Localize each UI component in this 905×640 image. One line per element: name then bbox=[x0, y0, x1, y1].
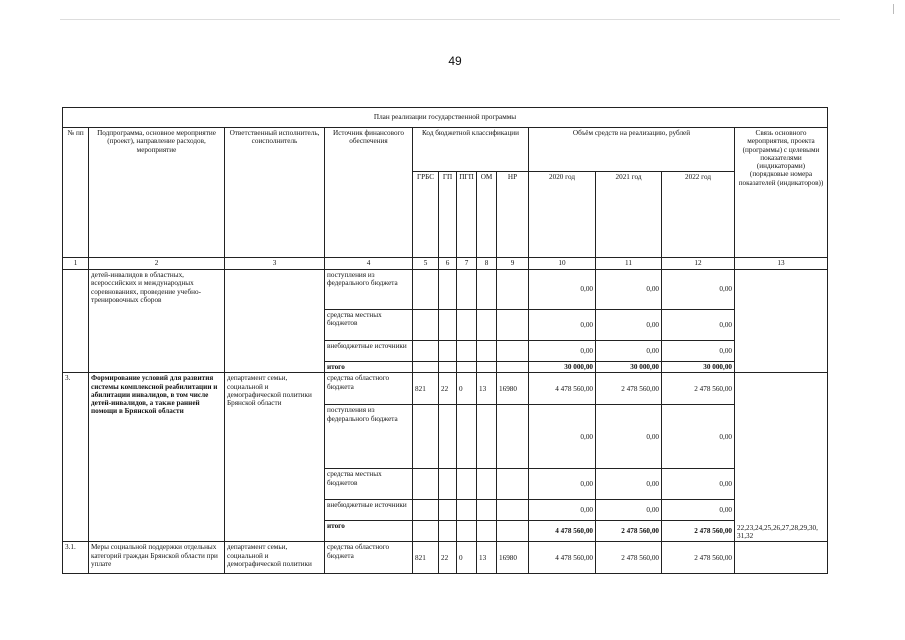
col-number: 5 bbox=[413, 258, 439, 270]
value-2022: 2 478 560,00 bbox=[662, 373, 735, 405]
table-row bbox=[63, 373, 828, 405]
funding-source: средства местных бюджетов bbox=[325, 469, 413, 500]
header-om: ОМ bbox=[477, 172, 497, 258]
executor: департамент семьи, социальной и демографической политики Брянской области bbox=[225, 373, 325, 542]
total-2021: 2 478 560,00 bbox=[596, 521, 662, 542]
col-number: 6 bbox=[439, 258, 457, 270]
value-2021: 2 478 560,00 bbox=[596, 373, 662, 405]
value-2020: 0,00 bbox=[529, 310, 596, 341]
header-2022: 2022 год bbox=[662, 172, 735, 258]
value-2022: 0,00 bbox=[662, 310, 735, 341]
col-number: 7 bbox=[457, 258, 477, 270]
funding-source: внебюджетные источники bbox=[325, 341, 413, 362]
header-link: Связь основного мероприятия, проекта (программы) с целевыми показателями (индикаторами) (порядковые номера показателей (индикаторов)) bbox=[735, 128, 828, 258]
value-2022: 0,00 bbox=[662, 270, 735, 310]
col-number: 4 bbox=[325, 258, 413, 270]
header-source: Источник финансового обеспечения bbox=[325, 128, 413, 258]
total-2020: 30 000,00 bbox=[529, 362, 596, 373]
value-2021: 0,00 bbox=[596, 469, 662, 500]
header-kbk: Код бюджетной классификации bbox=[413, 128, 529, 172]
value-2021: 0,00 bbox=[596, 405, 662, 469]
kbk-nr: 16980 bbox=[497, 373, 529, 405]
header-executor: Ответственный исполнитель, соисполнитель bbox=[225, 128, 325, 258]
page-number: 49 bbox=[448, 54, 462, 68]
kbk-om: 13 bbox=[477, 373, 497, 405]
table-title: План реализации государственной программы bbox=[63, 108, 828, 128]
value-2020: 0,00 bbox=[529, 500, 596, 521]
header-subprogram: Подпрограмма, основное мероприятие (проект), направление расходов, мероприятие bbox=[89, 128, 225, 258]
kbk-pgp: 0 bbox=[457, 542, 477, 574]
header-num: № пп bbox=[63, 128, 89, 258]
funding-source: поступления из федерального бюджета bbox=[325, 405, 413, 469]
value-2021: 0,00 bbox=[596, 341, 662, 362]
header-pgp: ПГП bbox=[457, 172, 477, 258]
funding-source-total: итого bbox=[325, 521, 413, 542]
col-number: 1 bbox=[63, 258, 89, 270]
value-2020: 4 478 560,00 bbox=[529, 373, 596, 405]
executor: департамент семьи, социальной и демографической политики bbox=[225, 542, 325, 574]
col-number: 13 bbox=[735, 258, 828, 270]
total-2022: 2 478 560,00 bbox=[662, 521, 735, 542]
value-2022: 0,00 bbox=[662, 469, 735, 500]
value-2022: 0,00 bbox=[662, 341, 735, 362]
measure-description: Формирование условий для развития системы комплексной реабилитации и абилитации инвалидов, в том числе детей-инвалидов, а также ранней помощи в Брянской области bbox=[89, 373, 225, 542]
value-2020: 0,00 bbox=[529, 405, 596, 469]
header-grbs: ГРБС bbox=[413, 172, 439, 258]
value-2022: 0,00 bbox=[662, 500, 735, 521]
header-nr: НР bbox=[497, 172, 529, 258]
col-number: 3 bbox=[225, 258, 325, 270]
header-volume: Объём средств на реализацию, рублей bbox=[529, 128, 735, 172]
funding-source: средства областного бюджета bbox=[325, 373, 413, 405]
value-2022: 0,00 bbox=[662, 405, 735, 469]
scan-artifact-top bbox=[60, 19, 840, 20]
row-number: 3.1. bbox=[63, 542, 89, 574]
funding-source-total: итого bbox=[325, 362, 413, 373]
kbk-grbs: 821 bbox=[413, 373, 439, 405]
measure-description: Меры социальной поддержки отдельных категорий граждан Брянской области при уплате bbox=[89, 542, 225, 574]
value-2021: 2 478 560,00 bbox=[596, 542, 662, 574]
program-plan-table bbox=[62, 107, 828, 574]
kbk-om: 13 bbox=[477, 542, 497, 574]
funding-source: внебюджетные источники bbox=[325, 500, 413, 521]
value-2021: 0,00 bbox=[596, 310, 662, 341]
value-2021: 0,00 bbox=[596, 270, 662, 310]
value-2020: 4 478 560,00 bbox=[529, 542, 596, 574]
kbk-gp: 22 bbox=[439, 373, 457, 405]
total-2020: 4 478 560,00 bbox=[529, 521, 596, 542]
col-number: 10 bbox=[529, 258, 596, 270]
header-2021: 2021 год bbox=[596, 172, 662, 258]
value-2020: 0,00 bbox=[529, 341, 596, 362]
indicator-link: 22,23,24,25,26,27,28,29,30, 31,32 bbox=[735, 373, 828, 542]
col-number: 8 bbox=[477, 258, 497, 270]
total-2022: 30 000,00 bbox=[662, 362, 735, 373]
scan-artifact-corner bbox=[893, 4, 894, 14]
row-number: 3. bbox=[63, 373, 89, 542]
header-2020: 2020 год bbox=[529, 172, 596, 258]
table-row bbox=[63, 270, 828, 310]
value-2021: 0,00 bbox=[596, 500, 662, 521]
funding-source: средства областного бюджета bbox=[325, 542, 413, 574]
col-number: 2 bbox=[89, 258, 225, 270]
col-number: 12 bbox=[662, 258, 735, 270]
col-number: 9 bbox=[497, 258, 529, 270]
total-2021: 30 000,00 bbox=[596, 362, 662, 373]
table-row bbox=[63, 542, 828, 574]
funding-source: поступления из федерального бюджета bbox=[325, 270, 413, 310]
kbk-gp: 22 bbox=[439, 542, 457, 574]
col-number: 11 bbox=[596, 258, 662, 270]
kbk-nr: 16980 bbox=[497, 542, 529, 574]
measure-description: детей-инвалидов в областных, всероссийских и международных соревнованиях, проведение учебно-тренировочных сборов bbox=[89, 270, 225, 373]
value-2022: 2 478 560,00 bbox=[662, 542, 735, 574]
column-number-row bbox=[63, 258, 828, 270]
header-gp: ГП bbox=[439, 172, 457, 258]
value-2020: 0,00 bbox=[529, 469, 596, 500]
kbk-pgp: 0 bbox=[457, 373, 477, 405]
value-2020: 0,00 bbox=[529, 270, 596, 310]
funding-source: средства местных бюджетов bbox=[325, 310, 413, 341]
kbk-grbs: 821 bbox=[413, 542, 439, 574]
